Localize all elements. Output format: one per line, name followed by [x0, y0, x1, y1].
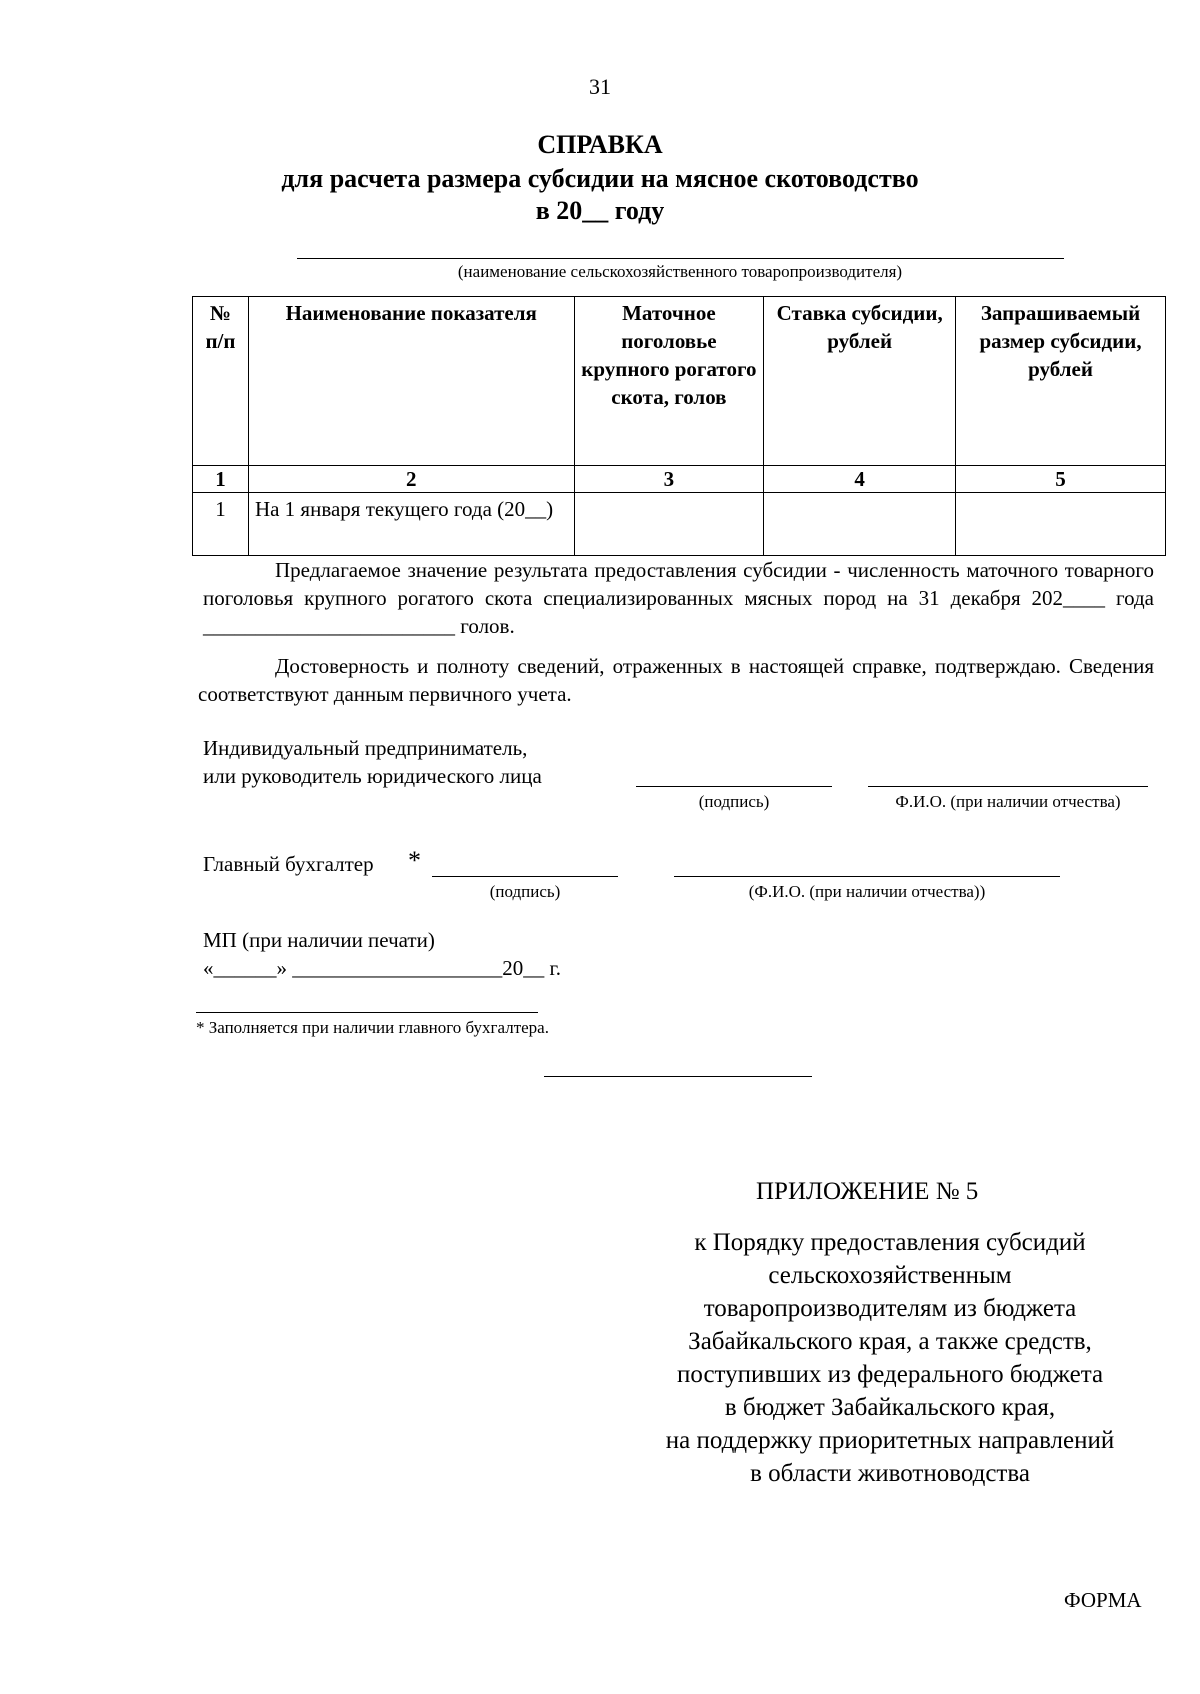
- accountant-signature-line[interactable]: [432, 876, 618, 877]
- appendix-body: [620, 1226, 1160, 1490]
- entrepreneur-label-line1: Индивидуальный предприниматель,: [203, 736, 528, 760]
- document-subtitle: для расчета размера субсидии на мясное скотоводство: [281, 164, 919, 193]
- result-paragraph-text: Предлагаемое значение результата предоставления субсидии - численность маточного товарного поголовья крупного рогатого скота специализированных мясных пород на 31 декабря 202____ года ________________________ голов.: [203, 558, 1154, 638]
- result-paragraph: [203, 556, 1154, 640]
- footnote-asterisk: *: [408, 846, 421, 875]
- page-number: 31: [589, 74, 611, 99]
- table-row: [193, 493, 1166, 556]
- form-label: ФОРМА: [1064, 1588, 1142, 1612]
- appendix-line: в бюджет Забайкальского края,: [724, 1394, 1056, 1421]
- header-row-number: № п/п: [193, 297, 249, 466]
- entrepreneur-signature-line[interactable]: [636, 786, 832, 787]
- column-number: 4: [764, 466, 956, 493]
- document-title: СПРАВКА: [537, 130, 663, 159]
- row-number-cell: 1: [193, 493, 249, 556]
- livestock-cell[interactable]: [574, 493, 764, 556]
- header-livestock: Маточное поголовье крупного рогатого скота, голов: [574, 297, 764, 466]
- requested-amount-cell[interactable]: [956, 493, 1166, 556]
- header-requested-amount: Запрашиваемый размер субсидии, рублей: [956, 297, 1166, 466]
- indicator-name-cell: На 1 января текущего года (20__): [248, 493, 574, 556]
- accountant-fio-caption: (Ф.И.О. (при наличии отчества)): [748, 882, 986, 901]
- column-numbers-row: [193, 466, 1166, 493]
- appendix-line: Забайкальского края, а также средств,: [688, 1328, 1092, 1355]
- footnote-separator: [196, 1012, 538, 1013]
- entrepreneur-fio-caption: Ф.И.О. (при наличии отчества): [895, 792, 1121, 811]
- header-indicator-name: Наименование показателя: [248, 297, 574, 466]
- appendix-line: сельскохозяйственным: [768, 1262, 1012, 1289]
- accountant-signature-caption: (подпись): [489, 882, 561, 901]
- appendix-line: к Порядку предоставления субсидий: [694, 1229, 1086, 1256]
- column-number: 2: [248, 466, 574, 493]
- appendix-line: на поддержку приоритетных направлений: [665, 1427, 1115, 1454]
- appendix-line: товаропроизводителям из бюджета: [703, 1295, 1077, 1322]
- appendix-line: поступивших из федерального бюджета: [676, 1361, 1104, 1388]
- end-separator: [544, 1076, 812, 1077]
- indicators-table: [192, 296, 1166, 556]
- producer-name-line: [297, 258, 1064, 259]
- entrepreneur-signature-caption: (подпись): [698, 792, 770, 811]
- column-number: 3: [574, 466, 764, 493]
- header-rate: Ставка субсидии, рублей: [764, 297, 956, 466]
- entrepreneur-fio-line[interactable]: [868, 786, 1148, 787]
- entrepreneur-label-line2: или руководитель юридического лица: [203, 764, 542, 788]
- date-line: «______» ____________________20__ г.: [203, 956, 561, 980]
- confirm-paragraph: [198, 652, 1154, 708]
- document-year: в 20__ году: [535, 196, 665, 225]
- appendix-title: ПРИЛОЖЕНИЕ № 5: [756, 1178, 979, 1205]
- rate-cell[interactable]: [764, 493, 956, 556]
- appendix-line: в области животноводства: [750, 1460, 1030, 1487]
- column-number: 1: [193, 466, 249, 493]
- column-number: 5: [956, 466, 1166, 493]
- stamp-label: МП (при наличии печати): [203, 928, 435, 952]
- confirm-paragraph-text: Достоверность и полноту сведений, отраженных в настоящей справке, подтверждаю. Сведения соответствуют данным первичного учета.: [198, 654, 1154, 706]
- table-header-row: [193, 297, 1166, 466]
- producer-name-caption: (наименование сельскохозяйственного товаропроизводителя): [457, 262, 903, 281]
- accountant-fio-line[interactable]: [674, 876, 1060, 877]
- footnote: * Заполняется при наличии главного бухгалтера.: [196, 1018, 549, 1037]
- chief-accountant-label: Главный бухгалтер: [203, 852, 374, 876]
